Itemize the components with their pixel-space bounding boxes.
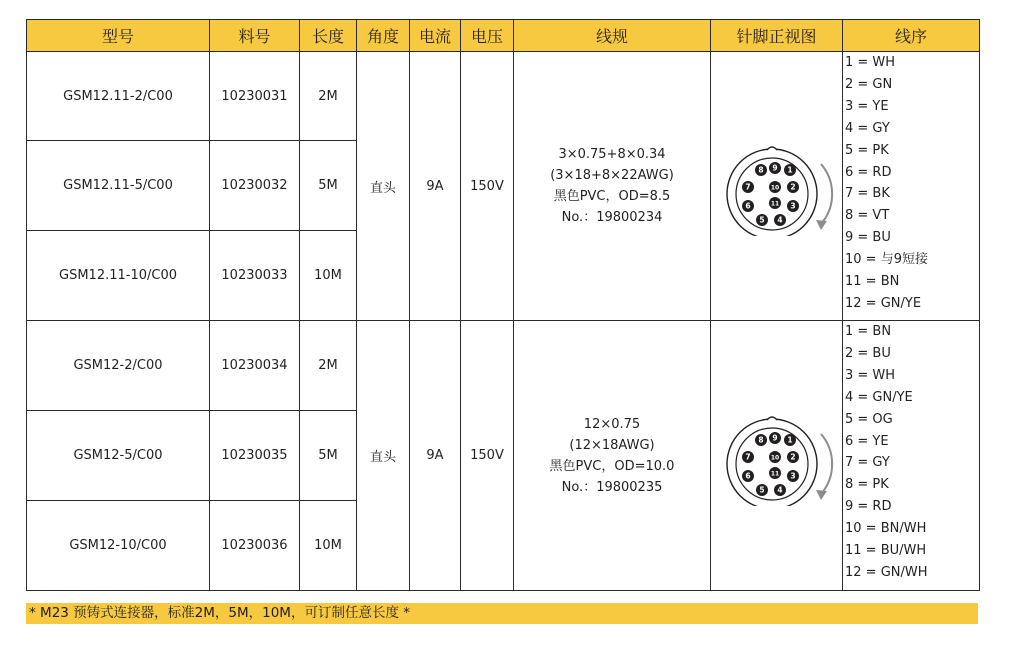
wiring-cell	[843, 52, 980, 321]
wiring-line: 2 = BU	[845, 345, 891, 361]
wiring-line: 12 = GN/YE	[845, 295, 922, 311]
connector-pin-label: 1	[786, 435, 793, 445]
wiring-line: 8 = VT	[845, 208, 890, 224]
wiring-cell	[843, 321, 980, 591]
part-cell: 10230036	[210, 501, 300, 591]
voltage-cell: 150V	[461, 321, 514, 591]
length-cell: 10M	[300, 501, 357, 591]
cable-spec-line: 3×0.75+8×0.34	[558, 147, 666, 162]
connector-pinout-diagram	[717, 136, 837, 236]
connector-pin-label: 10	[770, 454, 779, 462]
rotation-arrow	[821, 164, 832, 224]
rotation-arrow-head	[816, 490, 827, 500]
connector-pin-label: 9	[771, 163, 778, 173]
wiring-line: 11 = BU/WH	[845, 543, 927, 559]
connector-pin-label: 8	[757, 435, 764, 445]
connector-pin-label: 1	[786, 165, 793, 175]
length-cell: 2M	[300, 321, 357, 411]
connector-pin-label: 3	[789, 201, 796, 211]
connector-pin-label: 4	[776, 485, 783, 495]
connector-outer-ring	[727, 419, 817, 506]
model-cell: GSM12-10/C00	[27, 501, 210, 591]
angle-cell: 直头	[357, 52, 410, 321]
cable-spec-cell	[514, 52, 711, 321]
connector-pin-label: 5	[758, 485, 765, 495]
wiring-line: 5 = PK	[845, 142, 889, 158]
wiring-line: 5 = OG	[845, 411, 893, 427]
pinout-cell	[711, 52, 843, 321]
connector-pin-label: 9	[771, 433, 778, 443]
header-voltage: 电压	[461, 20, 514, 52]
connector-pin-label: 8	[757, 165, 764, 175]
cable-spec-line: No.：19800234	[561, 210, 663, 225]
header-row	[27, 20, 980, 52]
part-cell: 10230031	[210, 52, 300, 141]
pinout-cell	[711, 321, 843, 591]
length-cell: 5M	[300, 141, 357, 231]
wiring-line: 1 = BN	[845, 324, 892, 339]
model-cell: GSM12-2/C00	[27, 321, 210, 411]
wiring-line: 12 = GN/WH	[845, 564, 928, 580]
part-cell: 10230035	[210, 411, 300, 501]
wiring-line: 10 = BN/WH	[845, 521, 927, 537]
wiring-line: 4 = GY	[845, 120, 890, 136]
connector-pinout-diagram	[717, 406, 837, 506]
cable-spec-cell	[514, 321, 711, 591]
connector-pin-label: 6	[744, 471, 751, 481]
cable-spec-line: 黑色PVC，OD=10.0	[549, 458, 675, 474]
wiring-line: 9 = BU	[845, 230, 891, 246]
header-length: 长度	[300, 20, 357, 52]
wiring-line: 6 = YE	[845, 433, 889, 449]
model-cell: GSM12.11-2/C00	[27, 52, 210, 141]
header-part: 料号	[210, 20, 300, 52]
cable-spec-line: No.：19800235	[561, 479, 663, 495]
table-row	[27, 321, 980, 411]
spec-table	[26, 19, 980, 591]
connector-pin-label: 6	[744, 201, 751, 211]
model-cell: GSM12.11-10/C00	[27, 231, 210, 321]
wiring-line: 3 = WH	[845, 367, 896, 383]
wiring-line: 6 = RD	[845, 164, 892, 180]
part-cell: 10230033	[210, 231, 300, 321]
wiring-line: 8 = PK	[845, 477, 889, 493]
connector-pin-label: 10	[770, 184, 779, 192]
cable-spec-line: (3×18+8×22AWG)	[550, 168, 674, 183]
model-cell: GSM12-5/C00	[27, 411, 210, 501]
wiring-line: 11 = BN	[845, 274, 900, 290]
current-cell: 9A	[410, 52, 461, 321]
cable-spec-line: 黑色PVC，OD=8.5	[553, 189, 671, 204]
length-cell: 5M	[300, 411, 357, 501]
footnote: * M23 预铸式连接器，标准2M，5M，10M，可订制任意长度 *	[26, 603, 978, 624]
wiring-line: 4 = GN/YE	[845, 389, 913, 405]
connector-pin-label: 7	[744, 182, 751, 192]
part-cell: 10230034	[210, 321, 300, 411]
wiring-line: 7 = GY	[845, 455, 890, 471]
part-cell: 10230032	[210, 141, 300, 231]
cable-spec-line: (12×18AWG)	[569, 437, 655, 453]
connector-key-notch	[767, 417, 777, 420]
connector-pin-label: 2	[789, 452, 796, 462]
connector-pin-label: 11	[770, 470, 779, 478]
angle-cell: 直头	[357, 321, 410, 591]
wiring-line: 10 = 与9短接	[845, 252, 928, 268]
header-angle: 角度	[357, 20, 410, 52]
header-model: 型号	[27, 20, 210, 52]
wiring-line: 2 = GN	[845, 76, 893, 92]
wiring-line: 1 = WH	[845, 55, 896, 70]
connector-pin-label: 5	[758, 215, 765, 225]
connector-outer-ring	[727, 149, 817, 236]
connector-pin-label: 7	[744, 452, 751, 462]
connector-pin-label: 3	[789, 471, 796, 481]
wiring-line: 3 = YE	[845, 98, 889, 114]
model-cell: GSM12.11-5/C00	[27, 141, 210, 231]
length-cell: 2M	[300, 52, 357, 141]
wiring-line: 7 = BK	[845, 186, 890, 202]
current-cell: 9A	[410, 321, 461, 591]
rotation-arrow-head	[816, 220, 827, 230]
cable-spec-line: 12×0.75	[583, 416, 641, 432]
rotation-arrow	[821, 434, 832, 494]
header-cable: 线规	[514, 20, 711, 52]
header-wiring: 线序	[843, 20, 980, 52]
header-current: 电流	[410, 20, 461, 52]
connector-pin-label: 4	[776, 215, 783, 225]
length-cell: 10M	[300, 231, 357, 321]
connector-pin-label: 2	[789, 182, 796, 192]
wiring-line: 9 = RD	[845, 499, 892, 515]
connector-pin-label: 11	[770, 200, 779, 208]
header-pinout: 针脚正视图	[711, 20, 843, 52]
table-row	[27, 52, 980, 141]
connector-key-notch	[767, 147, 777, 150]
voltage-cell: 150V	[461, 52, 514, 321]
